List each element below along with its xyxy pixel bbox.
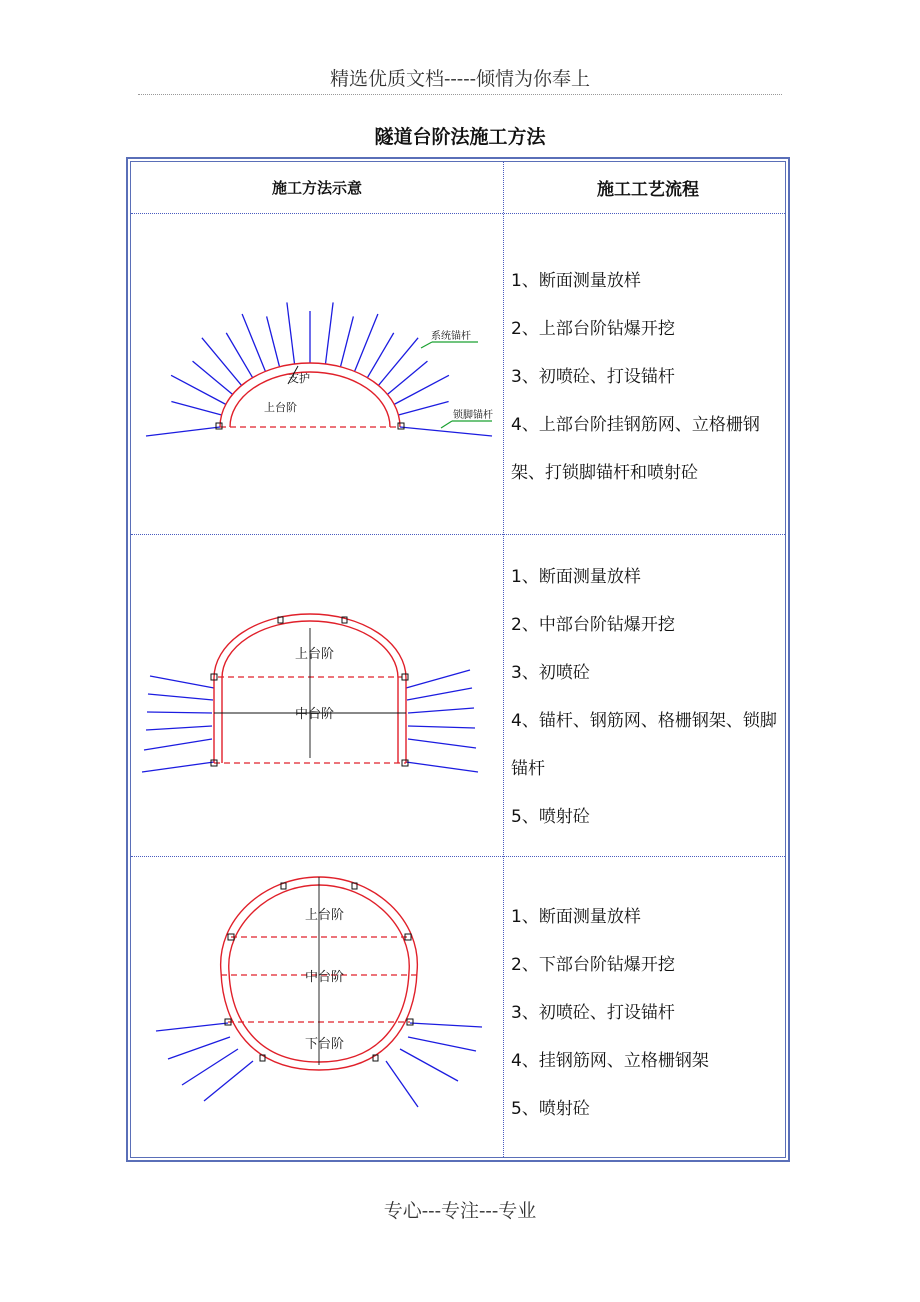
- list-item: 2、下部台阶钻爆开挖: [511, 955, 675, 975]
- diagram-lower-bench: [138, 865, 500, 1115]
- document-title: 隧道台阶法施工方法: [374, 126, 546, 148]
- foot-bolt-left: [146, 427, 220, 436]
- system-bolt: [171, 402, 221, 415]
- list-item: 4、挂钢筋网、立格栅钢架: [511, 1051, 709, 1071]
- system-bolt: [394, 375, 449, 404]
- list-item: 4、锚杆、钢筋网、格栅钢架、锁脚锚杆: [511, 711, 777, 779]
- foot-bolt-right: [400, 427, 492, 436]
- system-bolt: [171, 375, 226, 404]
- system-bolt: [378, 338, 418, 386]
- leader-line: [421, 342, 432, 348]
- row-divider-header: [131, 213, 785, 214]
- foot-block: [216, 423, 222, 429]
- label-middle-bench: 中台阶: [295, 707, 335, 722]
- label-foot-bolt: 锁脚锚杆: [453, 410, 493, 421]
- system-bolt: [242, 314, 265, 371]
- system-bolt: [325, 302, 333, 364]
- header-rule: [138, 94, 782, 95]
- column-header-process: 施工工艺流程: [597, 180, 699, 200]
- row1-steps: [511, 257, 791, 497]
- system-bolt: [340, 316, 353, 366]
- list-item: 4、上部台阶挂钢筋网、立格栅钢架、打锁脚锚杆和喷射砼: [511, 415, 760, 483]
- system-bolt: [287, 302, 295, 364]
- system-bolt: [267, 316, 280, 366]
- foot-block: [398, 423, 404, 429]
- page-footer: 专心---专注---专业: [383, 1200, 537, 1222]
- label-upper-bench: 上台阶: [305, 908, 345, 923]
- label-system-bolt: 系统锚杆: [431, 331, 471, 342]
- list-item: 3、初喷砼: [511, 663, 590, 683]
- leader-line: [441, 421, 452, 428]
- label-lower-bench: 下台阶: [305, 1037, 345, 1052]
- list-item: 3、初喷砼、打设锚杆: [511, 1003, 675, 1023]
- page-header: 精选优质文档-----倾情为你奉上: [329, 68, 591, 90]
- list-item: 3、初喷砼、打设锚杆: [511, 367, 675, 387]
- list-item: 1、断面测量放样: [511, 567, 641, 587]
- list-item: 5、喷射砼: [511, 1099, 590, 1119]
- label-upper-bench: 上台阶: [295, 647, 335, 662]
- label-middle-bench: 中台阶: [305, 970, 345, 985]
- diagram-middle-bench: [138, 598, 500, 788]
- system-bolt: [398, 402, 448, 415]
- diagram-upper-bench: [138, 290, 500, 460]
- row3-steps: [511, 893, 791, 1133]
- list-item: 5、喷射砼: [511, 807, 590, 827]
- row2-steps: [511, 553, 791, 841]
- row-divider-1: [131, 534, 785, 535]
- list-item: 2、上部台阶钻爆开挖: [511, 319, 675, 339]
- list-item: 2、中部台阶钻爆开挖: [511, 615, 675, 635]
- inner-lining: [230, 372, 390, 427]
- column-header-diagram: 施工方法示意: [271, 179, 362, 197]
- column-divider: [503, 162, 504, 1157]
- list-item: 1、断面测量放样: [511, 271, 641, 291]
- list-item: 1、断面测量放样: [511, 907, 641, 927]
- system-bolt: [202, 338, 242, 386]
- label-support: 支护: [288, 372, 310, 385]
- row-divider-2: [131, 856, 785, 857]
- system-bolt: [355, 314, 378, 371]
- label-upper-bench: 上台阶: [264, 401, 297, 414]
